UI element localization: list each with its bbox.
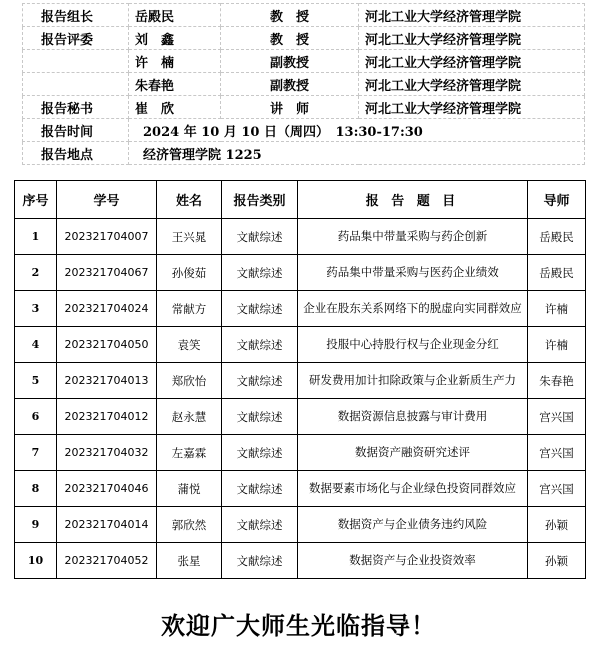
committee-role <box>23 50 129 73</box>
row-student-id: 202321704024 <box>57 291 157 327</box>
committee-title: 教 授 <box>221 27 359 50</box>
row-advisor: 朱春艳 <box>528 363 586 399</box>
committee-unit: 河北工业大学经济管理学院 <box>359 4 585 27</box>
row-no: 1 <box>15 219 57 255</box>
row-name: 王兴晁 <box>157 219 222 255</box>
row-student-id: 202321704052 <box>57 543 157 579</box>
report-time-label: 报告时间 <box>23 119 129 142</box>
table-row <box>15 471 586 507</box>
row-name: 蒲悦 <box>157 471 222 507</box>
committee-row <box>23 27 585 50</box>
header-student-id: 学号 <box>57 181 157 219</box>
header-report-topic: 报 告 题 目 <box>298 181 528 219</box>
row-student-id: 202321704050 <box>57 327 157 363</box>
committee-title: 副教授 <box>221 73 359 96</box>
row-name: 张星 <box>157 543 222 579</box>
row-student-id: 202321704013 <box>57 363 157 399</box>
row-advisor: 许楠 <box>528 291 586 327</box>
row-name: 常献方 <box>157 291 222 327</box>
committee-name: 刘 鑫 <box>129 27 221 50</box>
committee-row <box>23 96 585 119</box>
row-student-id: 202321704007 <box>57 219 157 255</box>
report-place-value: 经济管理学院 1225 <box>129 142 585 165</box>
schedule-body <box>15 219 586 579</box>
committee-name: 岳殿民 <box>129 4 221 27</box>
row-report-type: 文献综述 <box>222 435 298 471</box>
table-row <box>15 435 586 471</box>
row-advisor: 宫兴国 <box>528 435 586 471</box>
row-name: 孙俊茹 <box>157 255 222 291</box>
table-row <box>15 327 586 363</box>
row-no: 9 <box>15 507 57 543</box>
welcome-footer: 欢迎广大师生光临指导！ <box>161 611 436 640</box>
committee-role <box>23 73 129 96</box>
committee-name: 崔 欣 <box>129 96 221 119</box>
row-topic: 数据资产与企业投资效率 <box>298 543 528 579</box>
row-topic: 数据资源信息披露与审计费用 <box>298 399 528 435</box>
row-no: 10 <box>15 543 57 579</box>
row-no: 2 <box>15 255 57 291</box>
row-report-type: 文献综述 <box>222 507 298 543</box>
row-topic: 研发费用加计扣除政策与企业新质生产力 <box>298 363 528 399</box>
committee-name: 朱春艳 <box>129 73 221 96</box>
table-row <box>15 219 586 255</box>
report-time-value: 2024 年 10 月 10 日（周四） 13:30-17:30 <box>129 119 585 142</box>
committee-info-body <box>23 4 585 165</box>
row-advisor: 许楠 <box>528 327 586 363</box>
table-row <box>15 255 586 291</box>
row-advisor: 孙颖 <box>528 507 586 543</box>
row-report-type: 文献综述 <box>222 471 298 507</box>
row-student-id: 202321704014 <box>57 507 157 543</box>
table-row <box>15 291 586 327</box>
committee-title: 讲 师 <box>221 96 359 119</box>
committee-row <box>23 50 585 73</box>
row-no: 7 <box>15 435 57 471</box>
row-advisor: 岳殿民 <box>528 255 586 291</box>
row-no: 5 <box>15 363 57 399</box>
row-topic: 投服中心持股行权与企业现金分红 <box>298 327 528 363</box>
table-row <box>15 363 586 399</box>
row-no: 3 <box>15 291 57 327</box>
row-topic: 药品集中带量采购与药企创新 <box>298 219 528 255</box>
report-place-row <box>23 142 585 165</box>
row-report-type: 文献综述 <box>222 291 298 327</box>
row-advisor: 宫兴国 <box>528 399 586 435</box>
row-no: 6 <box>15 399 57 435</box>
row-topic: 数据资产与企业债务违约风险 <box>298 507 528 543</box>
row-report-type: 文献综述 <box>222 327 298 363</box>
row-name: 左嘉霖 <box>157 435 222 471</box>
row-report-type: 文献综述 <box>222 543 298 579</box>
row-no: 8 <box>15 471 57 507</box>
row-report-type: 文献综述 <box>222 399 298 435</box>
committee-row <box>23 73 585 96</box>
header-advisor: 导师 <box>528 181 586 219</box>
table-row <box>15 399 586 435</box>
committee-title: 教 授 <box>221 4 359 27</box>
committee-unit: 河北工业大学经济管理学院 <box>359 50 585 73</box>
committee-role: 报告评委 <box>23 27 129 50</box>
committee-row <box>23 4 585 27</box>
table-row <box>15 507 586 543</box>
committee-unit: 河北工业大学经济管理学院 <box>359 96 585 119</box>
header-report-type: 报告类别 <box>222 181 298 219</box>
schedule-table <box>14 180 586 579</box>
row-topic: 数据资产融资研究述评 <box>298 435 528 471</box>
row-advisor: 岳殿民 <box>528 219 586 255</box>
row-no: 4 <box>15 327 57 363</box>
row-student-id: 202321704067 <box>57 255 157 291</box>
committee-unit: 河北工业大学经济管理学院 <box>359 27 585 50</box>
schedule-header-row <box>15 181 586 219</box>
report-place-label: 报告地点 <box>23 142 129 165</box>
row-topic: 药品集中带量采购与医药企业绩效 <box>298 255 528 291</box>
row-topic: 企业在股东关系网络下的脱虚向实同群效应 <box>298 291 528 327</box>
row-name: 赵永慧 <box>157 399 222 435</box>
row-advisor: 宫兴国 <box>528 471 586 507</box>
row-student-id: 202321704012 <box>57 399 157 435</box>
row-report-type: 文献综述 <box>222 363 298 399</box>
row-topic: 数据要素市场化与企业绿色投资同群效应 <box>298 471 528 507</box>
header-name: 姓名 <box>157 181 222 219</box>
committee-role: 报告秘书 <box>23 96 129 119</box>
committee-info-table <box>22 3 585 165</box>
row-name: 郭欣然 <box>157 507 222 543</box>
committee-name: 许 楠 <box>129 50 221 73</box>
row-student-id: 202321704032 <box>57 435 157 471</box>
committee-unit: 河北工业大学经济管理学院 <box>359 73 585 96</box>
row-name: 郑欣怡 <box>157 363 222 399</box>
header-no: 序号 <box>15 181 57 219</box>
row-report-type: 文献综述 <box>222 219 298 255</box>
row-report-type: 文献综述 <box>222 255 298 291</box>
row-student-id: 202321704046 <box>57 471 157 507</box>
committee-title: 副教授 <box>221 50 359 73</box>
table-row <box>15 543 586 579</box>
row-advisor: 孙颖 <box>528 543 586 579</box>
report-time-row <box>23 119 585 142</box>
row-name: 袁笑 <box>157 327 222 363</box>
committee-role: 报告组长 <box>23 4 129 27</box>
